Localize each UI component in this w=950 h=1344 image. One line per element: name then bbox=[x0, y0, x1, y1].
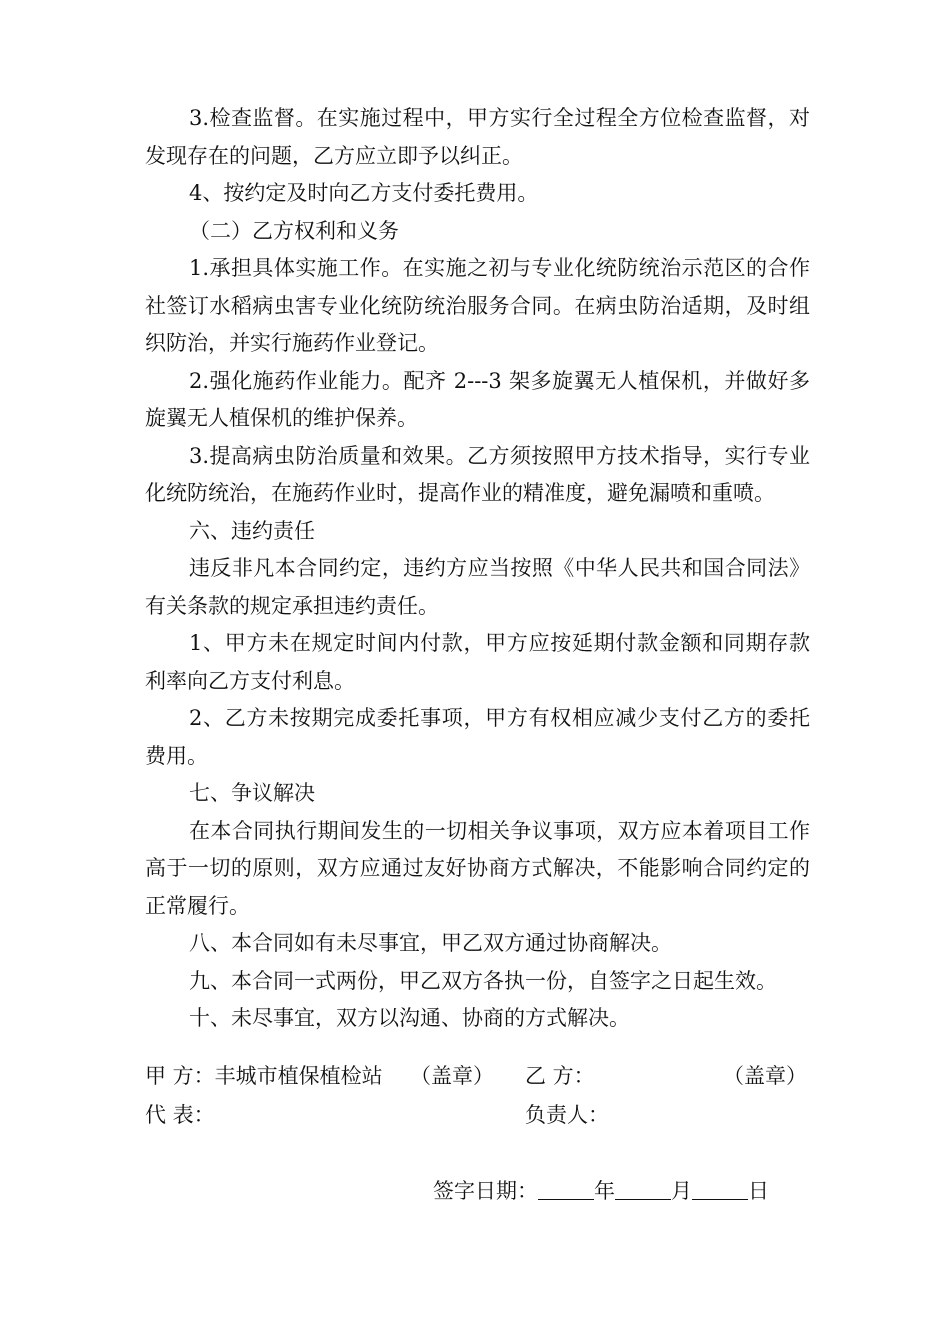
paragraph-capability: 2.强化施药作业能力。配齐 2---3 架多旋翼无人植保机，并做好多旋翼无人植保机的维护保养。 bbox=[145, 368, 810, 430]
paragraph-dispute: 在本合同执行期间发生的一切相关争议事项，双方应本着项目工作高于一切的原则，双方应通过友好协商方式解决，不能影响合同约定的正常履行。 bbox=[145, 818, 810, 918]
year-blank bbox=[538, 1177, 594, 1200]
month-blank bbox=[615, 1177, 671, 1200]
signature-row-parties bbox=[145, 1058, 810, 1094]
day-label: 日 bbox=[748, 1179, 769, 1203]
heading-dispute-resolution: 七、争议解决 bbox=[189, 781, 315, 805]
year-label: 年 bbox=[594, 1179, 615, 1203]
paragraph-implementation: 1.承担具体实施工作。在实施之初与专业化统防统治示范区的合作社签订水稻病虫害专业化统防统治服务合同。在病虫防治适期，及时组织防治，并实行施药作业登记。 bbox=[145, 256, 810, 355]
heading-party-b-rights: （二）乙方权利和义务 bbox=[189, 218, 399, 243]
paragraph-late-payment: 1、甲方未在规定时间内付款，甲方应按延期付款金额和同期存款利率向乙方支付利息。 bbox=[145, 631, 810, 693]
party-a-label: 甲 方：丰城市植保植检站 bbox=[145, 1064, 383, 1088]
paragraph-payment: 4、按约定及时向乙方支付委托费用。 bbox=[189, 181, 539, 205]
representative-label: 代 表： bbox=[145, 1103, 215, 1127]
paragraph-copies: 九、本合同一式两份，甲乙双方各执一份，自签字之日起生效。 bbox=[189, 968, 777, 993]
paragraph-breach: 违反非凡本合同约定，违约方应当按照《中华人民共和国合同法》有关条款的规定承担违约责任。 bbox=[145, 556, 810, 618]
party-b-label: 乙 方： bbox=[525, 1064, 595, 1088]
month-label: 月 bbox=[671, 1179, 692, 1203]
paragraph-unresolved-matters: 八、本合同如有未尽事宜，甲乙双方通过协商解决。 bbox=[189, 931, 672, 955]
signing-date bbox=[433, 1173, 769, 1209]
party-b-seal: （盖章） bbox=[723, 1064, 807, 1088]
responsible-person-label: 负责人： bbox=[525, 1103, 609, 1127]
paragraph-inspection: 3.检查监督。在实施过程中，甲方实行全过程全方位检查监督，对发现存在的问题，乙方应立即予以纠正。 bbox=[145, 106, 810, 168]
signature-row-representatives bbox=[145, 1097, 810, 1133]
paragraph-remaining-matters: 十、未尽事宜，双方以沟通、协商的方式解决。 bbox=[189, 1006, 630, 1030]
day-blank bbox=[692, 1177, 748, 1200]
paragraph-incomplete-task: 2、乙方未按期完成委托事项，甲方有权相应减少支付乙方的委托费用。 bbox=[145, 706, 810, 768]
paragraph-quality: 3.提高病虫防治质量和效果。乙方须按照甲方技术指导，实行专业化统防统治，在施药作业时，提高作业的精准度，避免漏喷和重喷。 bbox=[145, 443, 810, 505]
heading-breach-liability: 六、违约责任 bbox=[189, 518, 315, 543]
party-a-seal: （盖章） bbox=[410, 1064, 494, 1088]
contract-body bbox=[145, 100, 810, 1038]
signing-date-label: 签字日期： bbox=[433, 1179, 538, 1203]
